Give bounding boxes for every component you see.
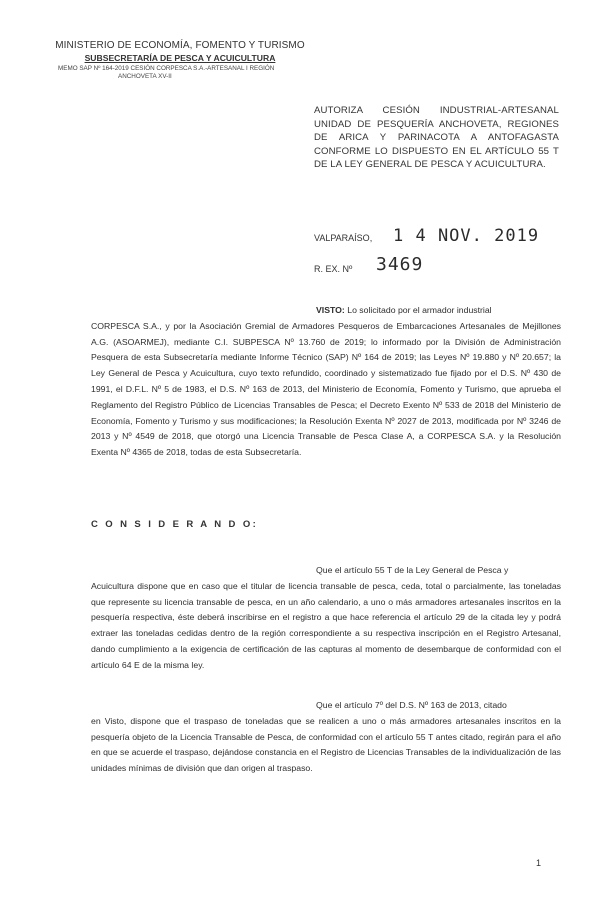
considerando-paragraph-1 [91,563,561,674]
c1-body: Acuicultura dispone que en caso que el titular de licencia transable de pesca, ceda, total o parcialmente, las toneladas que represente su licencia transable de pesca, en un año calendario, a uno o más armadores artesanales inscritos en la pesquería respectiva, éste deberá inscribirse en el registro a que hace referencia el artículo 29 de la citada ley y podrá extraer las toneladas cedidas dentro de la región correspondiente a su respectiva inscripción en el Registro Artesanal, dando cumplimiento a la exigencia de certificación de las capturas al momento de desembarque de conformidad con el artículo 64 E de la misma ley. [91,580,561,670]
subsecretaria-name: SUBSECRETARÍA DE PESCA Y ACUICULTURA [84,53,276,63]
c2-first-line: Que el artículo 7º del D.S. Nº 163 de 2013, citado [316,700,507,710]
considerando-heading: C O N S I D E R A N D O: [91,519,259,530]
c1-first-line: Que el artículo 55 T de la Ley General de Pesca y [316,565,509,575]
resolution-title: AUTORIZA CESIÓN INDUSTRIAL-ARTESANAL UNIDAD DE PESQUERÍA ANCHOVETA, REGIONES DE ARICA Y PARINACOTA A ANTOFAGASTA CONFORME LO DISPUESTO EN EL ARTÍCULO 55 T DE LA LEY GENERAL DE PESCA Y ACUICULTURA. [314,105,559,171]
visto-first-line [91,303,561,319]
document-header [40,40,320,80]
visto-first-text: Lo solicitado por el armador industrial [347,305,492,315]
visto-paragraph [91,303,561,461]
visto-body: CORPESCA S.A., y por la Asociación Gremial de Armadores Pesqueros de Embarcaciones Artesanales de Mejillones A.G. (ASOARMEJ), mediante C.I. SUBPESCA Nº 13.760 de 2019; lo informado por la División de Administración Pesquera de esta Subsecretaría mediante Informe Técnico (SAP) Nº 164 de 2019; las Leyes Nº 19.880 y Nº 20.657; la Ley General de Pesca y Acuicultura, cuyo texto refundido, coordinado y sistematizado fue fijado por el D.S. Nº 430 de 1991, el D.F.L. Nº 5 de 1983, el D.S. Nº 163 de 2013, del Ministerio de Economía, Fomento y Turismo, que aprueba el Reglamento del Registro Público de Licencias Transables de Pesca; el Decreto Exento Nº 533 de 2018 del Ministerio de Economía, Fomento y Turismo y sus modificaciones; la Resolución Exenta Nº 2027 de 2013, modificada por Nº 3246 de 2013 y Nº 4549 de 2018, que otorgó una Licencia Transable de Pesca Clase A, a CORPESCA S.A. y la Resolución Exenta Nº 4365 de 2018, todas de esta Subsecretaría. [91,320,561,458]
page-number: 1 [536,858,542,868]
ministry-name: MINISTERIO DE ECONOMÍA, FOMENTO Y TURISMO [55,40,305,51]
resolution-label: R. EX. Nº [314,264,353,274]
date-label: VALPARAÍSO, [314,233,373,243]
visto-heading: VISTO: [316,305,345,315]
memo-reference-line2: ANCHOVETA XV-II [118,73,172,80]
date-stamp: 1 4 NOV. 2019 [393,226,540,246]
considerando-paragraph-2 [91,698,561,777]
memo-reference: MEMO SAP Nº 164-2019 CESIÓN CORPESCA S.A.-ARTESANAL I REGIÓN [58,65,275,72]
c2-body: en Visto, dispone que el traspaso de toneladas que se realicen a uno o más armadores artesanales inscritos en la pesquería objeto de la Licencia Transable de Pesca, de conformidad con el artículo 55 T antes citado, regirán para el año en que se acuerde el traspaso, dejándose constancia en el Registro de Licencias Transables de la individualización de las unidades mínimas de división que dan origen al traspaso. [91,715,561,774]
resolution-number: 3469 [376,254,424,275]
